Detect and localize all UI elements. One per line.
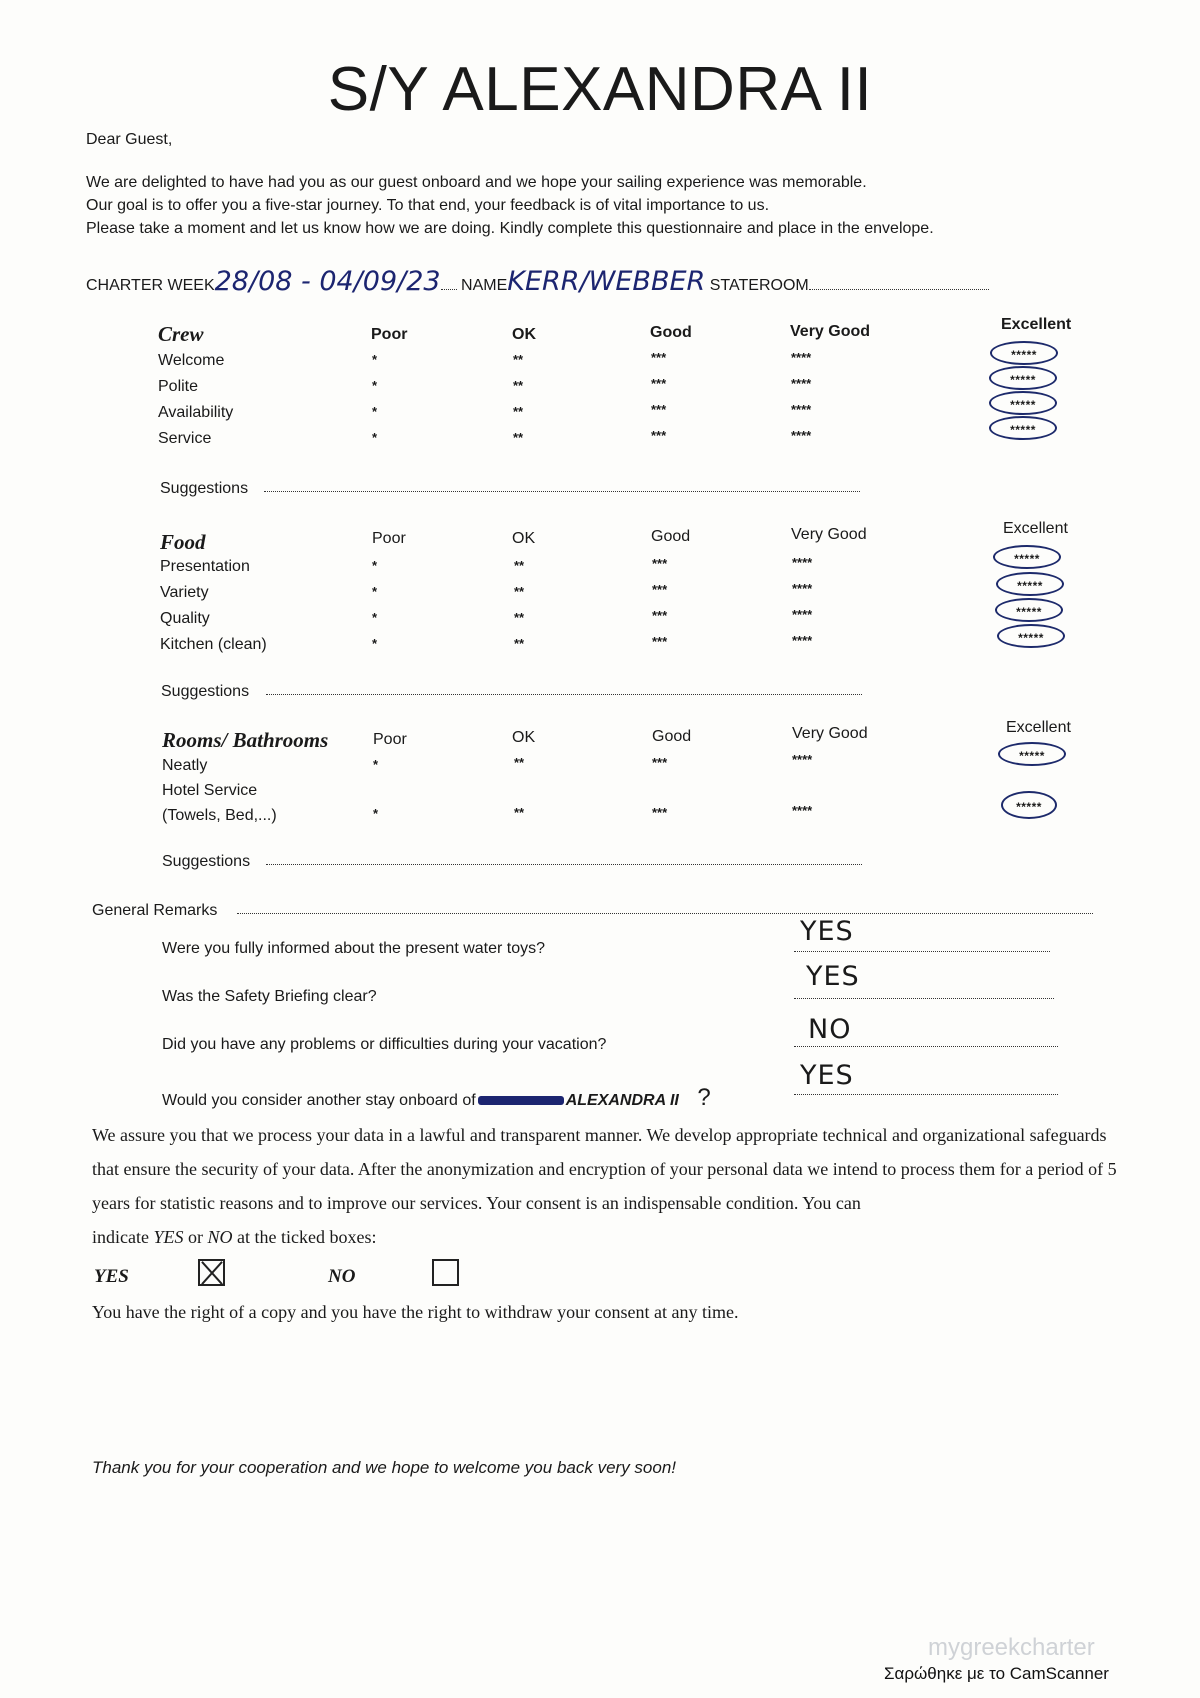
- general-remarks-label: General Remarks: [92, 902, 218, 919]
- rating-ok-option[interactable]: **: [513, 352, 524, 367]
- rating-good-option[interactable]: ***: [652, 608, 668, 623]
- rating-very-good-option[interactable]: ****: [791, 428, 812, 443]
- rating-excellent-selected[interactable]: *****: [989, 416, 1057, 440]
- crew-item: Service: [158, 430, 212, 447]
- rating-poor-option[interactable]: *: [372, 430, 378, 445]
- rating-good-option[interactable]: ***: [652, 582, 668, 597]
- rating-ok-option[interactable]: **: [514, 805, 525, 820]
- rating-very-good-option[interactable]: ****: [792, 803, 813, 818]
- suggestions-label: Suggestions: [161, 683, 250, 700]
- question-text-row: [162, 1084, 711, 1112]
- rating-excellent-selected[interactable]: *****: [996, 572, 1064, 596]
- header-excellent: Excellent: [1003, 520, 1068, 537]
- rating-very-good-option[interactable]: ****: [791, 402, 812, 417]
- section-title-rooms: Rooms/ Bathrooms: [162, 728, 329, 752]
- rating-excellent-selected[interactable]: *****: [995, 598, 1063, 622]
- food-item: Presentation: [160, 558, 250, 575]
- answer-line: [794, 998, 1054, 999]
- rooms-suggestions-field[interactable]: [266, 864, 862, 865]
- header-good: Good: [651, 528, 691, 545]
- answer-line: [794, 1046, 1058, 1047]
- rating-ok-option[interactable]: **: [513, 404, 524, 419]
- consent-no-label: NO: [328, 1266, 356, 1287]
- stateroom-field[interactable]: [809, 288, 989, 290]
- greeting: Dear Guest,: [86, 131, 173, 148]
- rating-good-option[interactable]: ***: [652, 755, 668, 770]
- rating-excellent-selected[interactable]: *****: [990, 341, 1058, 365]
- intro-line-3: Please take a moment and let us know how we are doing. Kindly complete this questionnaire and place in the envelope.: [86, 220, 934, 237]
- rating-good-option[interactable]: ***: [651, 428, 667, 443]
- rating-excellent-selected[interactable]: *****: [989, 391, 1057, 415]
- header-good: Good: [650, 324, 692, 341]
- name-field[interactable]: KERR/WEBBER: [507, 266, 706, 297]
- page-title: S/Y ALEXANDRA II: [327, 55, 873, 124]
- answer-line: [794, 951, 1050, 952]
- food-item: Variety: [160, 584, 209, 601]
- rating-poor-option[interactable]: *: [373, 806, 379, 821]
- scanner-footer: Σαρώθηκε με το CamScanner: [884, 1664, 1109, 1683]
- header-ok: OK: [512, 729, 536, 746]
- redaction-scribble: [478, 1096, 564, 1105]
- rating-excellent-selected[interactable]: *****: [997, 624, 1065, 648]
- header-excellent: Excellent: [1001, 316, 1072, 333]
- rating-ok-option[interactable]: **: [514, 558, 525, 573]
- header-very-good: Very Good: [791, 526, 867, 543]
- consent-yes-label: YES: [94, 1266, 129, 1287]
- rating-ok-option[interactable]: **: [514, 755, 525, 770]
- rating-good-option[interactable]: ***: [651, 402, 667, 417]
- rating-poor-option[interactable]: *: [373, 757, 379, 772]
- consent-rights: You have the right of a copy and you have the right to withdraw your consent at any time.: [92, 1302, 739, 1322]
- rooms-item: Hotel Service: [162, 782, 258, 799]
- rating-ok-option[interactable]: **: [514, 610, 525, 625]
- rating-poor-option[interactable]: *: [372, 378, 378, 393]
- rating-excellent-selected[interactable]: *****: [998, 742, 1066, 766]
- indicate-or: or: [188, 1227, 203, 1247]
- header-ok: OK: [512, 326, 536, 343]
- section-title-food: Food: [160, 530, 206, 554]
- indicate-no: NO: [207, 1227, 233, 1247]
- rating-very-good-option[interactable]: ****: [791, 350, 812, 365]
- question-mark: ?: [697, 1084, 711, 1111]
- rating-poor-option[interactable]: *: [372, 558, 378, 573]
- intro-text: [86, 128, 934, 240]
- intro-line-2: Our goal is to offer you a five-star journey. To that end, your feedback is of vital importance to us.: [86, 197, 770, 214]
- boat-name-handwritten: ALEXANDRA II: [565, 1092, 679, 1109]
- rating-good-option[interactable]: ***: [651, 350, 667, 365]
- answer-handwritten[interactable]: YES: [800, 916, 854, 947]
- charter-line: [86, 266, 989, 297]
- charter-week-field[interactable]: 28/08 - 04/09/23: [214, 266, 441, 297]
- consent-text: [92, 1118, 1132, 1254]
- header-poor: Poor: [371, 326, 408, 343]
- header-very-good: Very Good: [790, 323, 871, 340]
- question-text: Was the Safety Briefing clear?: [162, 988, 377, 1005]
- header-ok: OK: [512, 530, 536, 547]
- stateroom-label: STATEROOM: [709, 277, 809, 294]
- rating-very-good-option[interactable]: ****: [791, 376, 812, 391]
- food-item: Quality: [160, 610, 210, 627]
- rating-good-option[interactable]: ***: [652, 634, 668, 649]
- rating-poor-option[interactable]: *: [372, 610, 378, 625]
- rating-good-option[interactable]: ***: [651, 376, 667, 391]
- charter-week-label: CHARTER WEEK: [86, 277, 215, 294]
- indicate-post: at the ticked boxes:: [237, 1227, 377, 1247]
- crew-item: Availability: [158, 404, 234, 421]
- rating-poor-option[interactable]: *: [372, 636, 378, 651]
- rating-very-good-option[interactable]: ****: [792, 607, 813, 622]
- header-poor: Poor: [373, 731, 407, 748]
- suggestions-label: Suggestions: [160, 480, 249, 497]
- suggestions-label: Suggestions: [162, 853, 251, 870]
- consent-no-checkbox[interactable]: [432, 1259, 459, 1286]
- rating-ok-option[interactable]: **: [513, 430, 524, 445]
- rating-ok-option[interactable]: **: [514, 636, 525, 651]
- question-text: Did you have any problems or difficulties during your vacation?: [162, 1036, 607, 1053]
- answer-handwritten[interactable]: YES: [806, 961, 860, 992]
- watermark-logo: mygreekcharter: [928, 1634, 1095, 1661]
- rating-ok-option[interactable]: **: [513, 378, 524, 393]
- answer-handwritten[interactable]: YES: [800, 1060, 854, 1091]
- rating-good-option[interactable]: ***: [652, 556, 668, 571]
- consent-indicate-line: [92, 1220, 1132, 1254]
- rating-poor-option[interactable]: *: [372, 404, 378, 419]
- name-label: NAME: [461, 277, 508, 294]
- crew-suggestions-field[interactable]: [264, 491, 860, 492]
- section-title-crew: Crew: [158, 322, 204, 346]
- rating-ok-option[interactable]: **: [514, 584, 525, 599]
- rooms-item: (Towels, Bed,...): [162, 807, 277, 824]
- rating-excellent-selected[interactable]: *****: [993, 545, 1061, 569]
- general-remarks-field[interactable]: [237, 913, 1093, 914]
- indicate-word: indicate: [92, 1227, 149, 1247]
- consent-paragraph: We assure you that we process your data in a lawful and transparent manner. We develop appropriate technical and organizational safeguards that ensure the security of your data. After the anonymization and encryption of your personal data we intend to process them for a period of 5 years for statistic reasons and to improve our services. Your consent is an indispensable condition. You can: [92, 1125, 1117, 1213]
- question-text: Would you consider another stay onboard of: [162, 1092, 476, 1109]
- rating-poor-option[interactable]: *: [372, 584, 378, 599]
- food-suggestions-field[interactable]: [266, 694, 862, 695]
- rating-very-good-option[interactable]: ****: [792, 633, 813, 648]
- crew-item: Welcome: [158, 352, 225, 369]
- thank-you-message: Thank you for your cooperation and we hope to welcome you back very soon!: [92, 1458, 677, 1477]
- consent-yes-checkbox[interactable]: [198, 1259, 225, 1286]
- rating-good-option[interactable]: ***: [652, 805, 668, 820]
- header-poor: Poor: [372, 530, 406, 547]
- rating-excellent-selected[interactable]: *****: [1001, 791, 1057, 819]
- rating-very-good-option[interactable]: ****: [792, 581, 813, 596]
- indicate-yes: YES: [153, 1227, 184, 1247]
- header-excellent: Excellent: [1006, 719, 1071, 736]
- answer-line: [794, 1094, 1058, 1095]
- rating-very-good-option[interactable]: ****: [792, 752, 813, 767]
- header-very-good: Very Good: [792, 725, 868, 742]
- question-text: Were you fully informed about the present water toys?: [162, 940, 546, 957]
- food-item: Kitchen (clean): [160, 636, 267, 653]
- intro-line-1: We are delighted to have had you as our guest onboard and we hope your sailing experience was memorable.: [86, 174, 867, 191]
- rating-excellent-selected[interactable]: *****: [989, 366, 1057, 390]
- rating-very-good-option[interactable]: ****: [792, 555, 813, 570]
- answer-handwritten[interactable]: NO: [808, 1014, 852, 1045]
- crew-item: Polite: [158, 378, 199, 395]
- header-good: Good: [652, 728, 692, 745]
- rating-poor-option[interactable]: *: [372, 352, 378, 367]
- rooms-item: Neatly: [162, 757, 208, 774]
